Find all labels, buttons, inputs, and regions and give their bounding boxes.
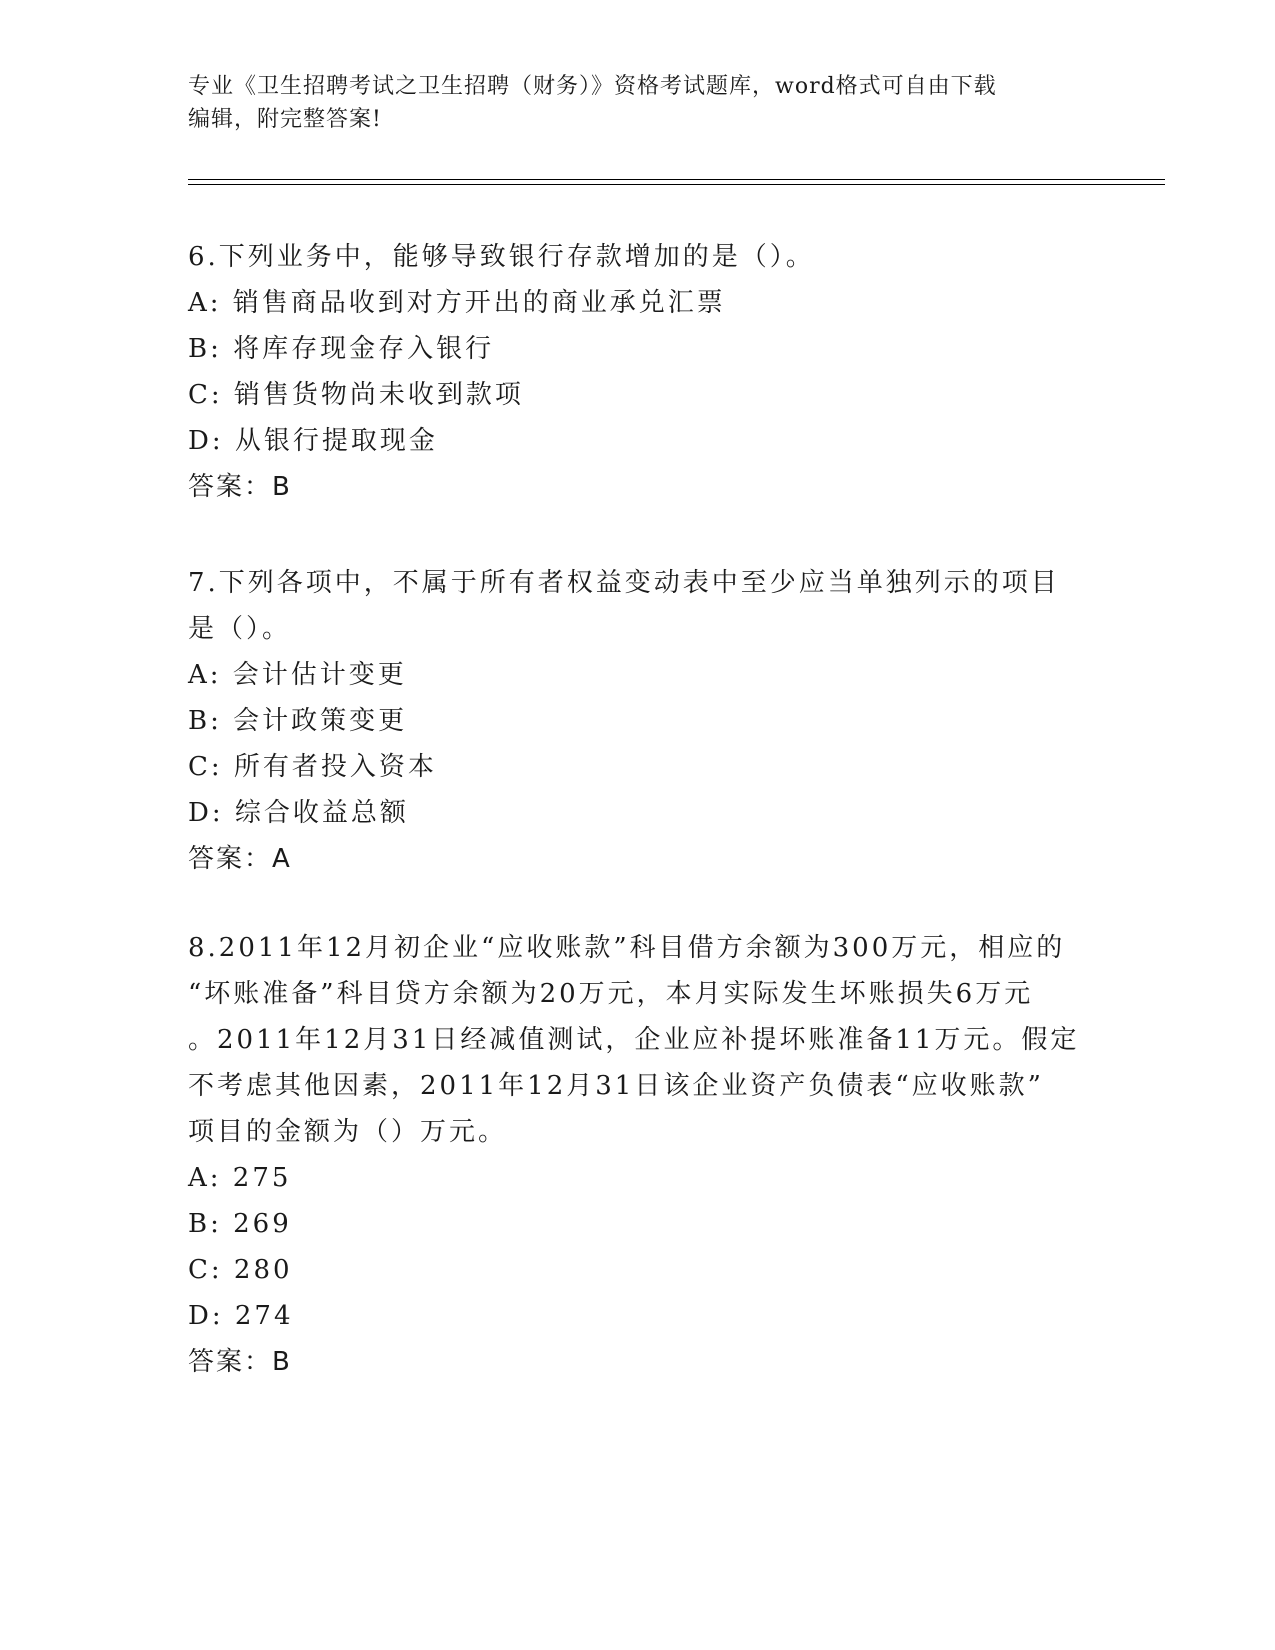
question-stem-line-4: 不考虑其他因素，2011年12月31日该企业资产负债表“应收账款”	[188, 1071, 1044, 1101]
header-divider-top	[188, 179, 1165, 180]
option-c: C: 所有者投入资本	[188, 752, 437, 782]
question-6	[188, 234, 1088, 510]
answer-label: 答案：A	[188, 844, 292, 874]
option-b: B: 会计政策变更	[188, 706, 408, 736]
question-stem-line-1: 7.下列各项中，不属于所有者权益变动表中至少应当单独列示的项目	[188, 568, 1060, 598]
header-divider-bottom	[188, 184, 1165, 185]
question-stem-line-1: 8.2011年12月初企业“应收账款”科目借方余额为300万元，相应的	[188, 933, 1066, 963]
option-a: A: 会计估计变更	[188, 660, 407, 690]
question-stem-line-2: 是（）。	[188, 614, 292, 644]
question-stem-line-5: 项目的金额为（）万元。	[188, 1117, 508, 1147]
answer-label: 答案：B	[188, 472, 292, 502]
document-header	[188, 70, 1088, 136]
question-stem-line-3: 。2011年12月31日经减值测试，企业应补提坏账准备11万元。假定	[188, 1025, 1080, 1055]
header-title-line-1: 专业《卫生招聘考试之卫生招聘（财务）》资格考试题库，word格式可自由下载	[188, 74, 997, 99]
option-c: C: 销售货物尚未收到款项	[188, 380, 524, 410]
header-title-line-2: 编辑，附完整答案!	[188, 107, 382, 132]
option-d: D: 274	[188, 1301, 294, 1331]
option-a: A: 销售商品收到对方开出的商业承兑汇票	[188, 288, 726, 318]
option-b: B: 269	[188, 1209, 292, 1239]
question-stem: 6.下列业务中，能够导致银行存款增加的是（）。	[188, 242, 815, 272]
option-a: A: 275	[188, 1163, 292, 1193]
answer-label: 答案：B	[188, 1347, 292, 1377]
option-c: C: 280	[188, 1255, 293, 1285]
question-stem-line-2: “坏账准备”科目贷方余额为20万元，本月实际发生坏账损失6万元	[188, 979, 1034, 1009]
option-d: D: 综合收益总额	[188, 798, 409, 828]
question-7	[188, 560, 1088, 882]
option-d: D: 从银行提取现金	[188, 426, 438, 456]
question-8	[188, 925, 1088, 1385]
option-b: B: 将库存现金存入银行	[188, 334, 495, 364]
